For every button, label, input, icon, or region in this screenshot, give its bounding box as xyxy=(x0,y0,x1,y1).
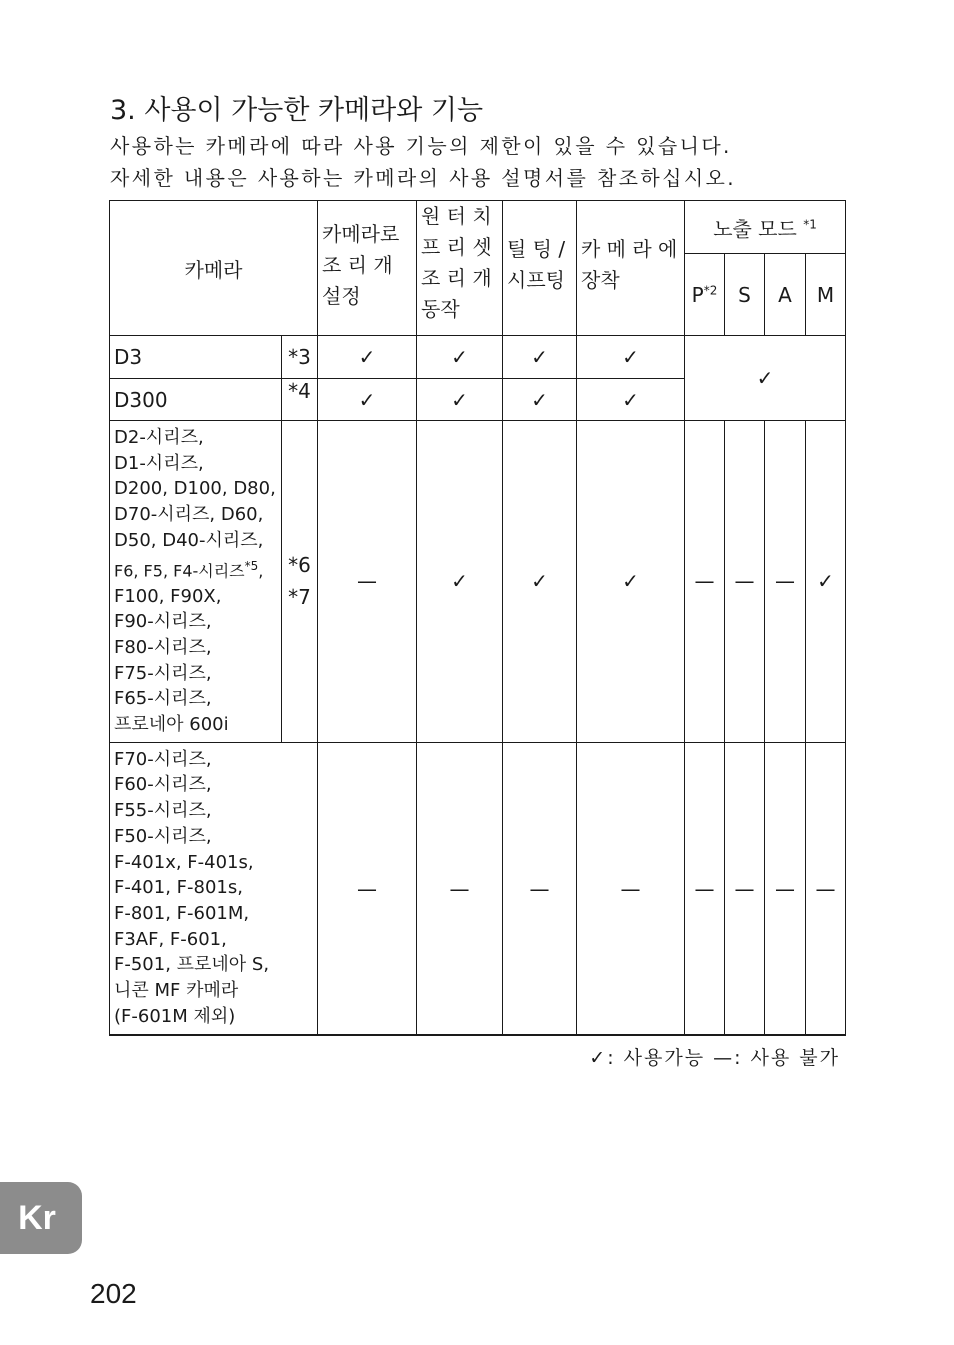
camera-item: (F-601M 제외) xyxy=(114,1005,236,1027)
camera-item: 프로네아 600i xyxy=(114,714,229,736)
table-row xyxy=(110,742,846,1035)
camera-item: F-401x, F-401s, xyxy=(114,851,254,873)
section-title: 3. 사용이 가능한 카메라와 기능 xyxy=(110,95,484,126)
d300-mount-check: ✓ xyxy=(577,379,685,421)
header-tilt-shift: 틸 팅 / 시프팅 xyxy=(503,201,577,336)
page-number: 202 xyxy=(90,1278,137,1309)
d3-one-touch-check: ✓ xyxy=(417,336,503,379)
d300-remote-check: ✓ xyxy=(318,379,417,421)
intro-line-1: 사용하는 카메라에 따라 사용 기능의 제한이 있을 수 있습니다. xyxy=(110,134,732,158)
intro-line-2: 자세한 내용은 사용하는 카메라의 사용 설명서를 참조하십시오. xyxy=(110,166,737,190)
header-mode-p xyxy=(685,254,725,336)
camera-item: F75-시리즈, xyxy=(114,662,212,684)
table-row xyxy=(110,421,846,743)
g1-remote-mark: — xyxy=(318,421,417,743)
g2-tilt-mark: — xyxy=(503,742,577,1035)
camera-item: F-401, F-801s, xyxy=(114,877,243,899)
camera-item: D200, D100, D80, xyxy=(114,478,276,500)
g2-mode-m-mark: — xyxy=(806,742,846,1035)
g2-remote-mark: — xyxy=(318,742,417,1035)
header-mode-s: S xyxy=(725,254,765,336)
camera-list-2 xyxy=(114,747,313,1030)
camera-d3: D3 xyxy=(110,336,282,379)
camera-item: D1-시리즈, xyxy=(114,452,204,474)
table-legend: ✓: 사용가능 —: 사용 불가 xyxy=(589,1047,840,1069)
d300-tilt-check: ✓ xyxy=(503,379,577,421)
g1-mode-m-mark: ✓ xyxy=(806,421,846,743)
note-7: *7 xyxy=(288,585,311,610)
camera-group-1 xyxy=(110,421,282,743)
exposure-mode-note: *1 xyxy=(803,216,817,231)
g2-mode-p-mark: — xyxy=(685,742,725,1035)
g1-mode-a-mark: — xyxy=(765,421,806,743)
g1-mode-s-mark: — xyxy=(725,421,765,743)
note-d3: *3 xyxy=(282,336,318,379)
header-mode-a: A xyxy=(765,254,806,336)
camera-item: F60-시리즈, xyxy=(114,774,212,796)
camera-item: F100, F90X, xyxy=(114,585,222,607)
header-remote-aperture: 카메라로 조 리 개 설정 xyxy=(318,201,417,336)
camera-item: D50, D40-시리즈, xyxy=(114,529,264,551)
camera-item: F90-시리즈, xyxy=(114,611,212,633)
table-row xyxy=(110,336,846,379)
f4-note: *5 xyxy=(244,558,259,573)
header-camera-mount: 카 메 라 에 장착 xyxy=(577,201,685,336)
camera-item: D2-시리즈, xyxy=(114,427,204,448)
camera-item: F3AF, F-601, xyxy=(114,928,227,950)
header-mode-m: M xyxy=(806,254,846,336)
camera-item-f-series: F6, F5, F4-시리즈 xyxy=(114,560,245,580)
g2-mount-mark: — xyxy=(577,742,685,1035)
g2-mode-s-mark: — xyxy=(725,742,765,1035)
camera-item: F70-시리즈, xyxy=(114,748,212,770)
camera-item: F65-시리즈, xyxy=(114,688,212,710)
compatibility-table xyxy=(109,200,846,1036)
camera-group-2 xyxy=(110,742,318,1035)
exposure-mode-label: 노출 모드 xyxy=(713,216,797,241)
d3-d300-modes-check: ✓ xyxy=(685,336,846,421)
note-6: *6 xyxy=(288,553,311,578)
notes-group-1 xyxy=(282,421,318,743)
g2-one-touch-mark: — xyxy=(417,742,503,1035)
camera-item: 니콘 MF 카메라 xyxy=(114,980,239,1002)
camera-item: F55-시리즈, xyxy=(114,800,212,822)
camera-d300: D300 xyxy=(110,379,282,421)
header-exposure-mode xyxy=(685,201,846,254)
mode-p-note: *2 xyxy=(703,282,718,297)
g2-mode-a-mark: — xyxy=(765,742,806,1035)
camera-item: F50-시리즈, xyxy=(114,825,212,847)
header-one-touch-preset: 원 터 치 프 리 셋 조 리 개 동작 xyxy=(417,201,503,336)
camera-item: F-801, F-601M, xyxy=(114,902,250,924)
d3-mount-check: ✓ xyxy=(577,336,685,379)
note-d300: *4 xyxy=(282,379,318,421)
g1-mode-p-mark: — xyxy=(685,421,725,743)
g1-mount-mark: ✓ xyxy=(577,421,685,743)
camera-item: F6, F5, F4-시리즈$^{*5}$, xyxy=(114,558,264,580)
d3-tilt-check: ✓ xyxy=(503,336,577,379)
camera-list-1 xyxy=(114,425,277,738)
d300-one-touch-check: ✓ xyxy=(417,379,503,421)
language-tab: Kr xyxy=(0,1182,82,1254)
g1-one-touch-mark: ✓ xyxy=(417,421,503,743)
camera-item: D70-시리즈, D60, xyxy=(114,504,264,526)
d3-remote-check: ✓ xyxy=(318,336,417,379)
mode-p-label: P xyxy=(691,282,704,307)
header-camera: 카메라 xyxy=(110,201,318,336)
camera-item: F80-시리즈, xyxy=(114,636,212,658)
camera-item: F-501, 프로네아 S, xyxy=(114,954,270,976)
g1-tilt-mark: ✓ xyxy=(503,421,577,743)
